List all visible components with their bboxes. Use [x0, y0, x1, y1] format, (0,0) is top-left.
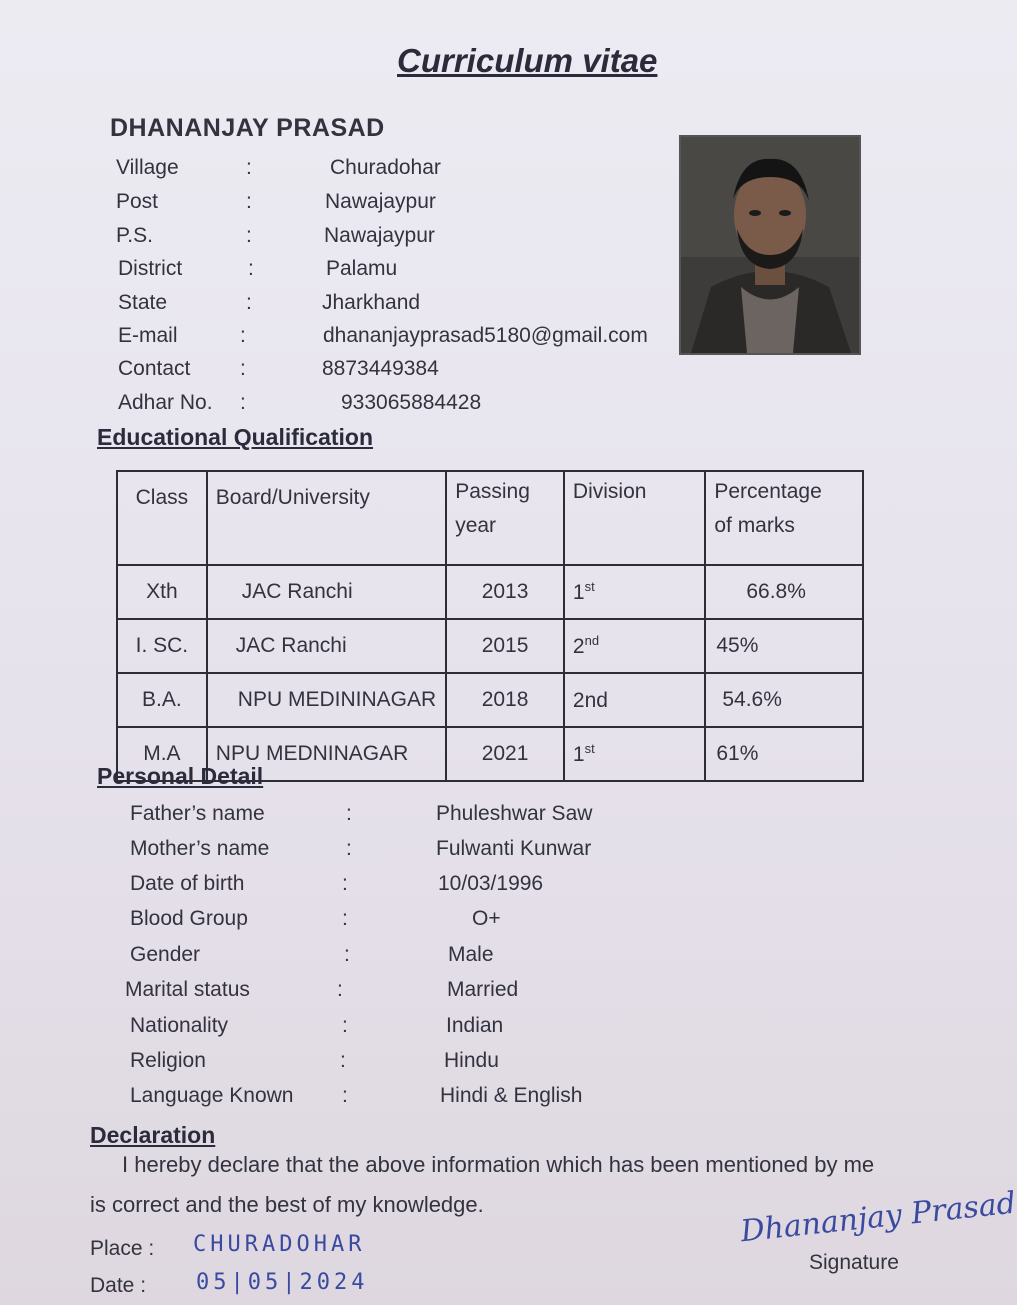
address-label: E-mail [118, 324, 178, 347]
candidate-name: DHANANJAY PRASAD [110, 114, 385, 142]
cell-class: B.A. [117, 673, 207, 727]
personal-sep: : [346, 837, 352, 860]
address-sep: : [246, 156, 252, 179]
personal-sep: : [342, 907, 348, 930]
cell-year: 2015 [446, 619, 564, 673]
personal-value: Hindu [444, 1049, 499, 1072]
header-percentage [705, 471, 863, 565]
personal-sep: : [342, 872, 348, 895]
personal-value: O+ [472, 907, 501, 930]
address-value: Nawajaypur [324, 224, 435, 247]
cell-board: JAC Ranchi [207, 619, 446, 673]
division-value: 2nd [572, 689, 608, 712]
address-label: Adhar No. [118, 391, 213, 414]
profile-photo [679, 135, 861, 355]
division-suffix: st [584, 741, 595, 756]
place-label: Place : [90, 1237, 155, 1260]
cell-class: M.A [117, 727, 207, 781]
cell-percentage: 54.6% [705, 673, 863, 727]
table-row [117, 619, 863, 673]
personal-label: Marital status [125, 978, 250, 1001]
address-sep: : [246, 224, 252, 247]
cell-division [564, 565, 705, 619]
place-value: CHURADOHAR [193, 1232, 366, 1257]
cell-class: Xth [117, 565, 207, 619]
address-sep: : [240, 357, 246, 380]
personal-value: 10/03/1996 [438, 872, 544, 895]
personal-label: Gender [130, 943, 201, 966]
division-suffix: st [584, 579, 595, 594]
declaration-line2: is correct and the best of my knowledge. [90, 1192, 484, 1217]
address-label: State [118, 291, 168, 314]
cell-percentage: 45% [705, 619, 863, 673]
cell-year: 2013 [446, 565, 564, 619]
division-value: 1 [572, 743, 585, 766]
address-label: Contact [118, 357, 191, 380]
cell-percentage: 66.8% [705, 565, 863, 619]
personal-value: Male [448, 943, 494, 966]
address-sep: : [240, 391, 246, 414]
address-label: Village [116, 156, 179, 179]
header-board: Board/University [207, 471, 446, 565]
cell-year: 2018 [446, 673, 564, 727]
header-percentage-line2: of marks [714, 514, 795, 537]
cell-class: I. SC. [117, 619, 207, 673]
personal-value: Phuleshwar Saw [436, 802, 593, 825]
declaration-heading: Declaration [90, 1122, 216, 1148]
personal-sep: : [346, 802, 352, 825]
contact-value: 8873449384 [322, 357, 439, 380]
personal-label: Nationality [130, 1014, 229, 1037]
personal-sep: : [337, 978, 343, 1001]
header-year: year [455, 514, 497, 537]
personal-heading: Personal Detail [97, 763, 264, 789]
header-percentage-line1: Percentage [714, 480, 822, 503]
address-label: P.S. [116, 224, 153, 247]
division-suffix: nd [584, 633, 600, 648]
cell-division [564, 727, 705, 781]
cell-board: NPU MEDININAGAR [207, 673, 446, 727]
education-header-row [117, 471, 863, 565]
address-value: Palamu [326, 257, 398, 280]
personal-sep: : [342, 1014, 348, 1037]
education-table [116, 470, 864, 782]
date-label: Date : [90, 1274, 147, 1297]
cell-division [564, 619, 705, 673]
address-value: Churadohar [330, 156, 441, 179]
personal-label: Mother’s name [130, 837, 270, 860]
header-division: Division [564, 471, 705, 565]
table-row [117, 673, 863, 727]
address-label: Post [116, 190, 159, 213]
cell-year: 2021 [446, 727, 564, 781]
header-passing: Passing [455, 480, 530, 503]
address-sep: : [240, 324, 246, 347]
address-value: Jharkhand [322, 291, 421, 314]
personal-sep: : [342, 1084, 348, 1107]
address-sep: : [246, 190, 252, 213]
cell-percentage: 61% [705, 727, 863, 781]
division-value: 1 [572, 581, 585, 604]
date-value: 05|05|2024 [196, 1270, 369, 1295]
person-photo-icon [681, 137, 859, 353]
header-passing-year [446, 471, 564, 565]
header-class: Class [117, 471, 207, 565]
division-value: 2 [572, 635, 585, 658]
declaration-line1: I hereby declare that the above information which has been mentioned by me [122, 1152, 875, 1177]
personal-label: Date of birth [130, 872, 245, 895]
personal-value: Indian [446, 1014, 504, 1037]
cell-board: NPU MEDNINAGAR [207, 727, 446, 781]
address-value: Nawajaypur [325, 190, 436, 213]
table-row [117, 565, 863, 619]
personal-label: Blood Group [130, 907, 248, 930]
personal-value: Fulwanti Kunwar [436, 837, 592, 860]
personal-label: Language Known [130, 1084, 294, 1107]
signature-label: Signature [809, 1251, 899, 1274]
personal-sep: : [340, 1049, 346, 1072]
address-sep: : [248, 257, 254, 280]
adhar-value: 933065884428 [341, 391, 482, 414]
personal-label: Religion [130, 1049, 206, 1072]
personal-value: Married [447, 978, 519, 1001]
cell-division [564, 673, 705, 727]
cell-board: JAC Ranchi [207, 565, 446, 619]
personal-sep: : [344, 943, 350, 966]
signature-handwritten: Dhananjay Prasad [738, 1185, 1017, 1250]
address-sep: : [246, 291, 252, 314]
personal-label: Father’s name [130, 802, 265, 825]
education-heading: Educational Qualification [97, 424, 374, 450]
personal-value: Hindi & English [440, 1084, 583, 1107]
document-title: Curriculum vitae [397, 42, 658, 79]
email-value: dhananjayprasad5180@gmail.com [323, 324, 648, 347]
address-label: District [118, 257, 183, 280]
